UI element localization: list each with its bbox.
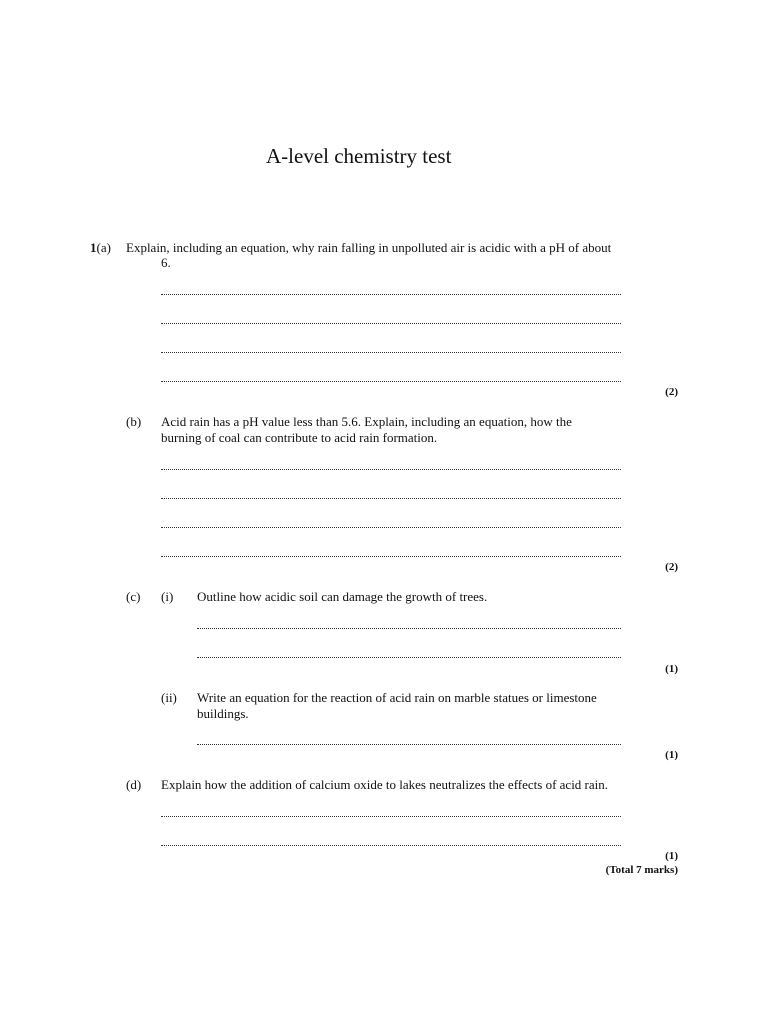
part-d-label: (d): [126, 777, 142, 792]
part-d-marks: (1): [665, 850, 678, 862]
answer-line[interactable]: [161, 381, 621, 382]
answer-line[interactable]: [161, 352, 621, 353]
question-number-label: 1: [90, 240, 97, 255]
part-c-ii-text-line1: Write an equation for the reaction of acid rain on marble statues or limestone: [197, 690, 597, 705]
part-a-text-line1: Explain, including an equation, why rain falling in unpolluted air is acidic with a pH of about: [126, 240, 612, 255]
page-title: A-level chemistry test: [266, 144, 452, 168]
part-c-label: (c): [126, 589, 141, 604]
part-c-i-marks: (1): [665, 663, 678, 675]
part-d-text: Explain how the addition of calcium oxide to lakes neutralizes the effects of acid rain.: [161, 777, 609, 792]
answer-line[interactable]: [161, 498, 621, 499]
answer-line[interactable]: [161, 469, 621, 470]
part-b-label: (b): [126, 414, 142, 429]
part-c-ii-label: (ii): [161, 690, 177, 705]
part-b-text-line1: Acid rain has a pH value less than 5.6. Explain, including an equation, how the: [161, 414, 572, 429]
answer-line[interactable]: [161, 845, 621, 846]
answer-line[interactable]: [161, 323, 621, 324]
part-a-text-line2: 6.: [161, 255, 171, 270]
part-a-label: (a): [96, 240, 111, 255]
part-c-i-text: Outline how acidic soil can damage the growth of trees.: [197, 589, 488, 604]
part-c-i-label: (i): [161, 589, 174, 604]
answer-line[interactable]: [197, 657, 621, 658]
part-b-marks: (2): [665, 561, 678, 573]
answer-line[interactable]: [161, 294, 621, 295]
answer-line[interactable]: [161, 556, 621, 557]
question-number: [90, 240, 111, 256]
answer-line[interactable]: [161, 816, 621, 817]
answer-line[interactable]: [197, 628, 621, 629]
part-a-marks: (2): [665, 386, 678, 398]
total-marks: (Total 7 marks): [605, 864, 678, 876]
part-c-ii-marks: (1): [665, 749, 678, 761]
answer-line[interactable]: [197, 744, 621, 745]
answer-line[interactable]: [161, 527, 621, 528]
part-b-text-line2: burning of coal can contribute to acid rain formation.: [161, 430, 438, 445]
part-c-ii-text-line2: buildings.: [197, 706, 249, 721]
